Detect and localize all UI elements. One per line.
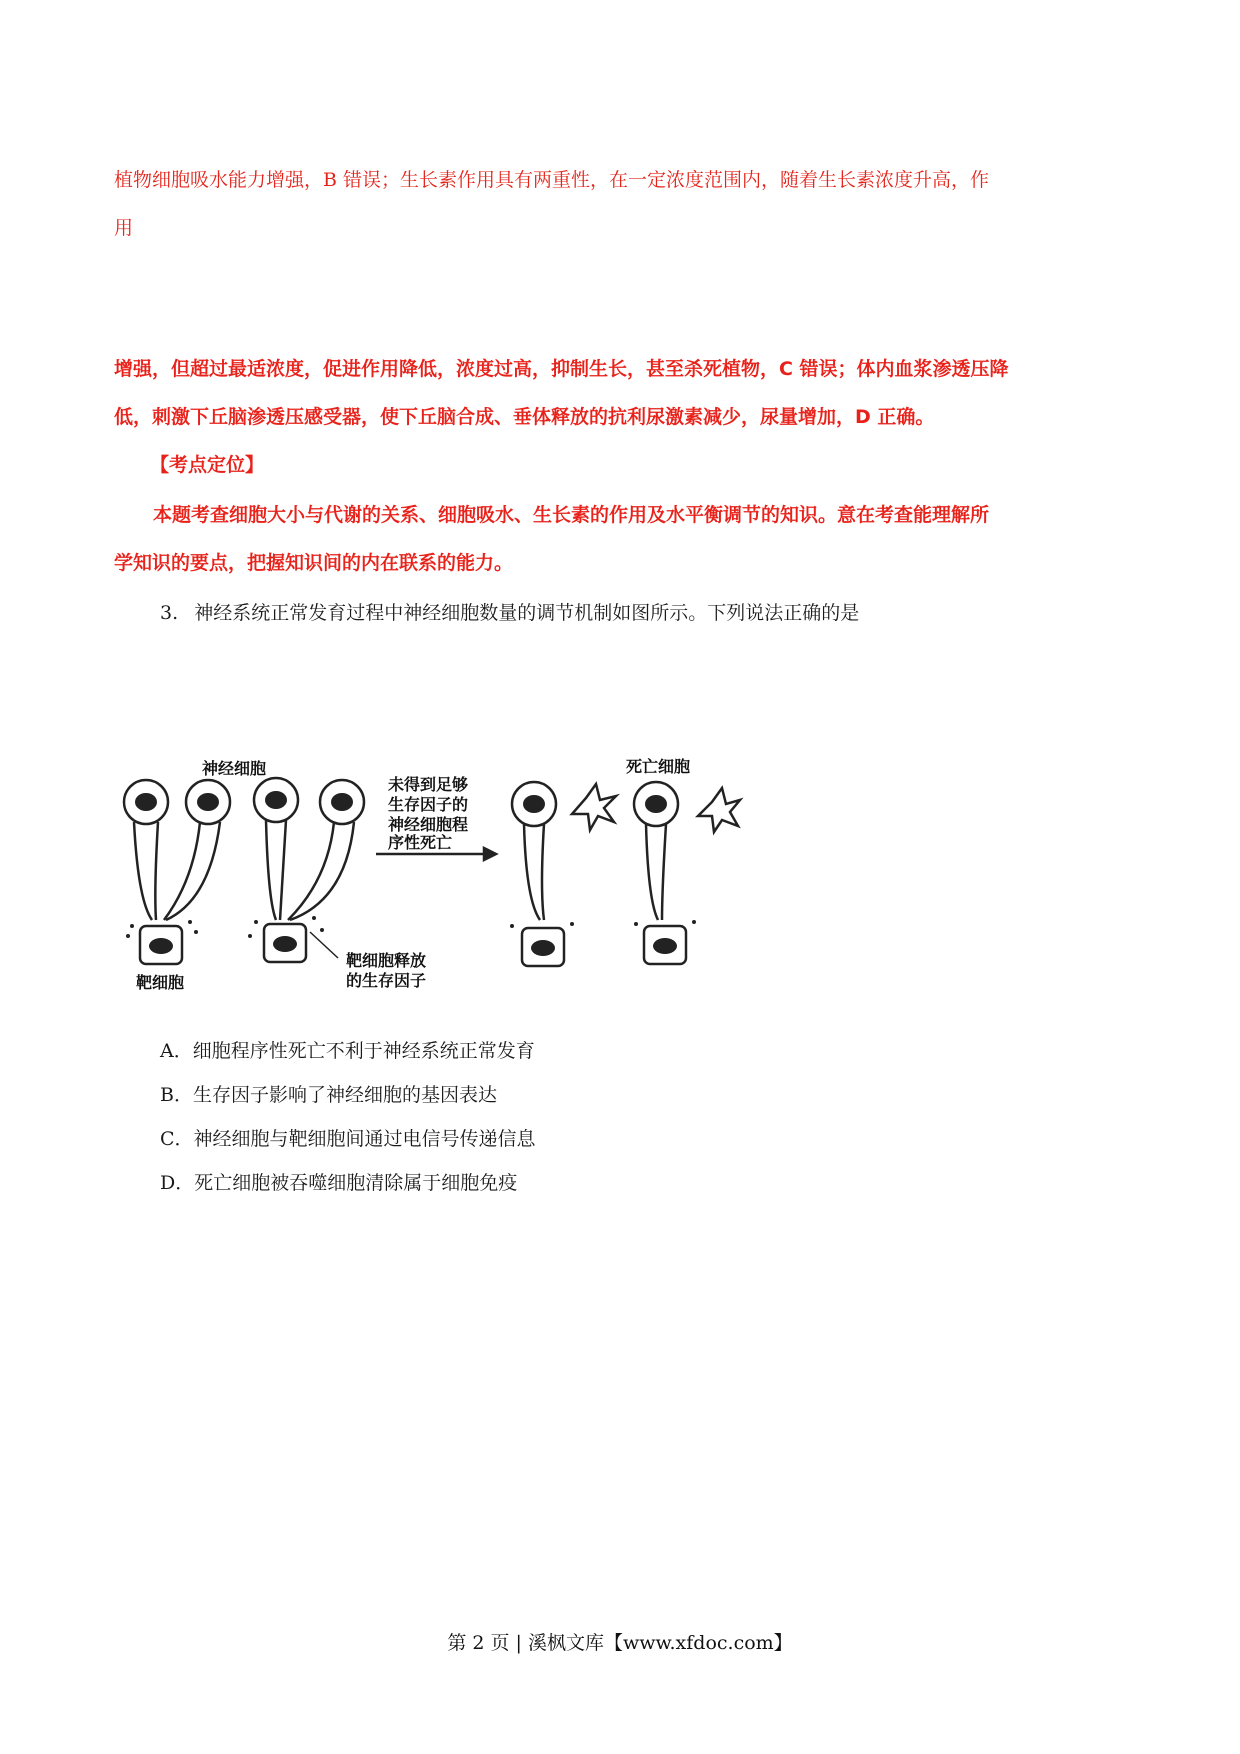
question-text: 神经系统正常发育过程中神经细胞数量的调节机制如图所示。下列说法正确的是	[194, 602, 860, 624]
option-letter: D．	[160, 1172, 195, 1194]
label-factor-1: 靶细胞释放	[346, 951, 427, 970]
option-text: 细胞程序性死亡不利于神经系统正常发育	[192, 1040, 535, 1062]
label-neuron: 神经细胞	[202, 759, 267, 778]
label-arrow-3: 神经细胞程	[388, 815, 469, 834]
label-dead-cell: 死亡细胞	[626, 757, 691, 776]
kaodian-line-2: 学知识的要点，把握知识间的内在联系的能力。	[114, 552, 514, 574]
label-target-cell: 靶细胞	[136, 973, 185, 992]
explanation-line-2: 用	[114, 217, 134, 239]
question-stem	[160, 602, 859, 624]
option-text: 生存因子影响了神经细胞的基因表达	[192, 1084, 497, 1106]
neuron-figure	[110, 750, 782, 1002]
option-text: 死亡细胞被吞噬细胞清除属于细胞免疫	[194, 1172, 518, 1194]
option-letter: C．	[160, 1128, 194, 1150]
label-arrow-2: 生存因子的	[388, 795, 469, 814]
option-letter: A．	[160, 1040, 193, 1062]
option-c[interactable]	[160, 1128, 536, 1150]
neuron-cell	[164, 780, 230, 920]
neuron-diagram	[110, 750, 782, 1002]
dead-cell	[572, 784, 616, 830]
kaodian-heading: 【考点定位】	[150, 454, 265, 476]
question-number: 3.	[160, 602, 179, 624]
option-letter: B．	[160, 1084, 193, 1106]
kaodian-line-1: 本题考查细胞大小与代谢的关系、细胞吸水、生长素的作用及水平衡调节的知识。意在考查能理解所	[153, 504, 990, 526]
option-b[interactable]	[160, 1084, 497, 1106]
label-arrow-1: 未得到足够	[388, 775, 469, 794]
explanation-line-1: 植物细胞吸水能力增强，B 错误；生长素作用具有两重性，在一定浓度范围内，随着生长素浓度升高，作	[114, 169, 990, 191]
option-a[interactable]	[160, 1040, 535, 1062]
label-arrow-4: 序性死亡	[388, 833, 453, 852]
label-factor-2: 的生存因子	[346, 971, 427, 990]
explanation-line-3: 增强，但超过最适浓度，促进作用降低，浓度过高，抑制生长，甚至杀死植物，C 错误；体内血浆渗透压降	[114, 358, 1009, 380]
option-text: 神经细胞与靶细胞间通过电信号传递信息	[193, 1128, 536, 1150]
option-d[interactable]	[160, 1172, 517, 1194]
dead-cell	[698, 788, 740, 832]
explanation-line-4: 低，刺激下丘脑渗透压感受器，使下丘脑合成、垂体释放的抗利尿激素减少，尿量增加，D 正确。	[114, 406, 935, 428]
page-footer: 第 2 页 | 溪枫文库【www.xfdoc.com】	[447, 1632, 793, 1654]
